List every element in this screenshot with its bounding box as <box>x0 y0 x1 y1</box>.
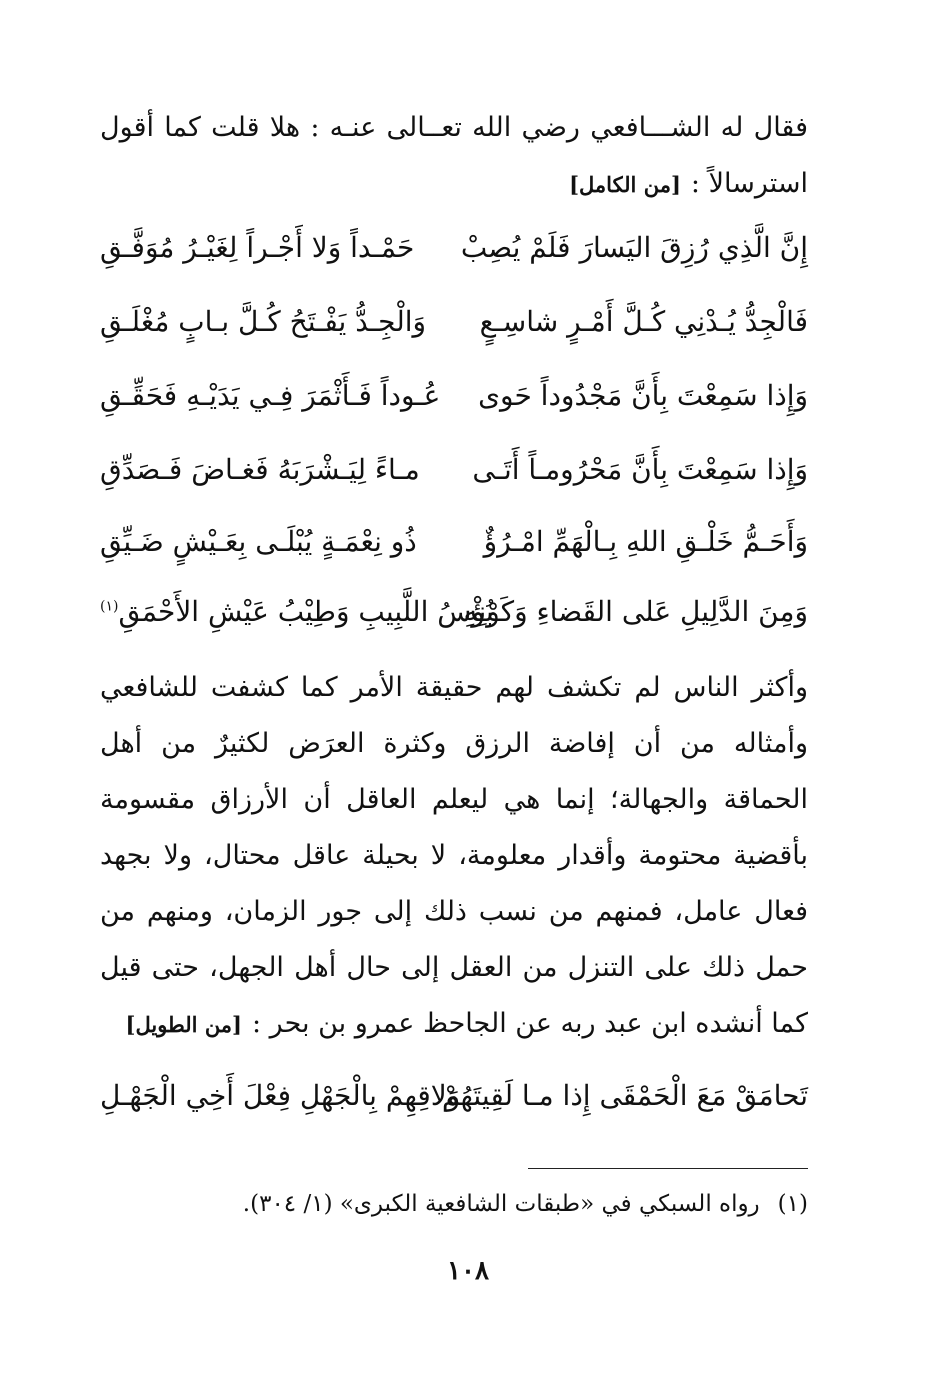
verse-second-hemistich: حَمْـداً وَلا أَجْـراً لِغَيْـرُ مُوَفَّـقِ <box>100 231 415 264</box>
verse-second-hemistich-text: بُؤْسُ اللَّبِيبِ وَطِيْبُ عَيْشِ الأَحْمَقِ <box>118 595 494 628</box>
verse-first-hemistich: فَالْجِدُّ يُـدْنِي كُـلَّ أَمْـرٍ شاسِـعٍ <box>479 305 808 338</box>
verse-line <box>100 582 808 642</box>
verse-second-hemistich: وَالْجِـدُّ يَفْـتَحُ كُـلَّ بـابٍ مُغْلَـقِ <box>100 305 427 338</box>
body-paragraph-text: وأكثر الناس لم تكشف لهم حقيقة الأمر كما كشفت للشافعي وأمثاله من أن إفاضة الرزق وكثرة العرَض لكثيرٌ من أهل الحماقة والجهالة؛ إنما هي ليعلم العاقل أن الأرزاق مقسومة بأقضية محتومة وأقدار معلومة، لا بحيلة عاقل محتال، ولا بجهد فعال عامل، فمنهم من نسب ذلك إلى جور الزمان، ومنهم من حمل ذلك على التنزل من العقل إلى حال أهل الجهل، حتى قيل كما أنشده ابن عبد ربه عن الجاحظ عمرو بن بحر : <box>100 672 808 1039</box>
verse-line <box>100 366 808 426</box>
footnote-reference[interactable]: (١) <box>100 598 119 615</box>
page-number: ١٠٨ <box>447 1256 489 1286</box>
intro-paragraph <box>100 100 808 213</box>
verse-second-hemistich: وَلاقِهِمْ بِالْجَهْلِ فِعْلَ أَخِي الْجَهْـلِ <box>100 1079 461 1112</box>
verse-second-hemistich: ذُو نِعْمَـةٍ يُبْلَـى بِعَـيْشٍ ضَـيِّقِ <box>100 525 417 558</box>
body-paragraph <box>100 660 808 1053</box>
intro-text: فقال له الشـــافعي رضي الله تعــالى عنـه : هلا قلت كما أقول استرسالاً : <box>100 112 808 199</box>
verse-second-hemistich: عُـوداً فَـأَثْمَرَ فِـي يَدَيْـهِ فَحَقِّـقِ <box>100 379 441 412</box>
verse-first-hemistich: تَحامَقْ مَعَ الْحَمْقَى إِذا مـا لَقِيتَهُمْ <box>441 1079 808 1112</box>
verse-first-hemistich: إِنَّ الَّذِي رُزِقَ اليَسارَ فَلَمْ يُصِبْ <box>460 231 808 264</box>
footnote <box>243 1188 808 1220</box>
footnote-number: (١) <box>777 1191 808 1217</box>
footnote-divider <box>528 1168 808 1169</box>
verse-first-hemistich: وَإِذا سَمِعْتَ بِأَنَّ مَجْدُوداً حَوى <box>478 379 808 412</box>
verse-line <box>100 1066 808 1126</box>
meter-tag: [من الكامل] <box>569 172 681 197</box>
footnote-text: رواه السبكي في «طبقات الشافعية الكبرى» (١/ ٣٠٤). <box>242 1191 760 1217</box>
verse-second-hemistich: مـاءً لِيَـشْرَبَهُ فَغـاضَ فَـصَدِّقِ <box>100 453 420 486</box>
verse-line <box>100 512 808 572</box>
verse-line <box>100 292 808 352</box>
verse-first-hemistich: وَمِنَ الدَّلِيلِ عَلى القَضاءِ وَكَوْنِهِ <box>463 595 808 628</box>
verse-second-hemistich <box>100 582 494 642</box>
meter-tag: [من الطويل] <box>125 1012 242 1037</box>
verse-line <box>100 440 808 500</box>
verse-first-hemistich: وَإِذا سَمِعْتَ بِأَنَّ مَحْرُومـاً أَتَـى <box>472 453 808 486</box>
verse-first-hemistich: وَأَحَـمُّ خَلْـقِ اللهِ بِـالْهَمِّ امْـرُؤٌ <box>483 525 808 558</box>
verse-line <box>100 218 808 278</box>
